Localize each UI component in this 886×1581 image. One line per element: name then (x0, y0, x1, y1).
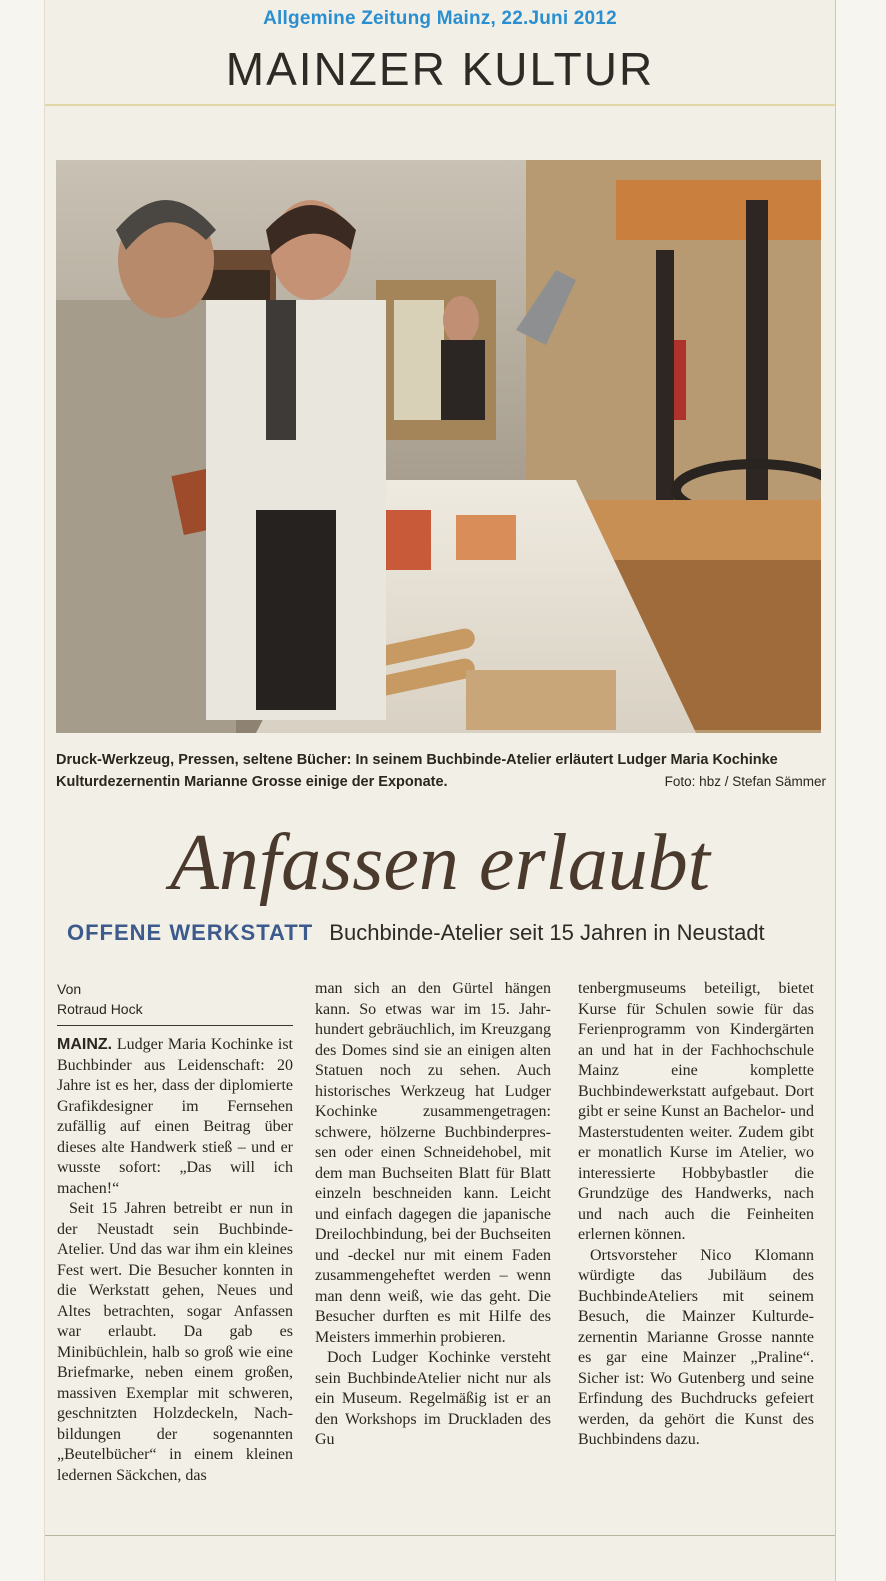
newspaper-clipping (44, 0, 836, 1581)
article-column-3 (578, 979, 814, 1451)
paragraph: Ortsvorsteher Nico Klomann würdigte das Jubiläum des BuchbindeAteliers mit seinem Besuch, die Mainzer Kulturdezernentin Marianne Grosse nannte es gar eine Mainzer „Praline“. Sicher ist: Wo Gutenberg und seine Erfindung des Buchdrucks gefeiert werden, da gehört die Kunst des Buchbindens dazu. (578, 1246, 814, 1448)
byline-von: Von (57, 981, 82, 997)
article-column-1 (57, 979, 293, 1486)
paragraph: Seit 15 Jahren betreibt er nun in der Neustadt sein Buchbinde-Atelier. Und das war ihm ein kleines Fest wert. Die Besucher konnten in die Werkstatt gehen, Neues und Altes betrachten, sogar Anfassen war erlaubt. Da gab es Minibüchlein, halb so groß wie eine Briefmarke, neben einem großen, massiven Exemplar mit schweren, geschnitzten Holzdeckeln, Nachbildungen der sogenannten „Beutelbücher“ in einem kleinen ledernen Säckchen, das (57, 1200, 293, 1484)
column-text: Ludger Maria Kochinke ist Buchbinder aus Leidenschaft: 20 Jahre ist es her, dass der diplomierte Grafikdesigner im Fernsehen zufällig auf einen Beitrag über dieses alte Handwerk stieß – und er wusste sofort: „Das will ich machen!“ (57, 1036, 293, 1197)
byline-author: Rotraud Hock (57, 1001, 143, 1017)
section-title: MAINZER KULTUR (225, 43, 655, 95)
article-photo (56, 160, 821, 733)
photo-caption (56, 749, 826, 793)
source-line: Allgemine Zeitung Mainz, 22.Juni 2012 (263, 8, 617, 29)
bottom-divider (45, 1535, 835, 1536)
caption-text: Druck-Werkzeug, Pressen, seltene Bücher: In seinem Buchbinde-Atelier erläutert Ludger Maria Kochinke Kulturdezernentin Marianne Grosse einige der Exponate. (56, 752, 778, 790)
byline (57, 979, 293, 1026)
photo-credit: Foto: hbz / Stefan Sämmer (664, 774, 826, 789)
paragraph: tenbergmuseums beteiligt, bietet Kurse für Schulen sowie für das Ferienprogramm von Kindergärten an und hat in der Fachhochschule Mainz eine komplette Buchbindewerkstatt aufgebaut. Dort gibt er seine Kunst an Bachelor- und Masterstudenten weiter. Zudem gibt er monatlich Kurse im Atelier, wo interessierte Hobbybastler die Grundzüge des Handwerks, nach und nach auch die Feinheiten erlernen können. (578, 980, 814, 1243)
kicker: OFFENE WERKSTATT (67, 920, 314, 945)
workshop-photo-illustration (56, 160, 821, 733)
article-column-2 (315, 979, 551, 1451)
dateline: MAINZ. (57, 1036, 113, 1053)
headline: Anfassen erlaubt (170, 819, 710, 907)
subheadline-row (67, 918, 837, 948)
paragraph (57, 1035, 293, 1199)
paragraph: Doch Ludger Kochinke versteht sein BuchbindeAtelier nicht nur als ein Museum. Regelmäßig ist er an den Workshops im Druckladen des Gu (315, 1349, 551, 1448)
header-divider (45, 104, 835, 106)
subheadline: Buchbinde-Atelier seit 15 Jahren in Neustadt (329, 920, 765, 945)
paragraph: man sich an den Gürtel hängen kann. So etwas war im 15. Jahrhundert gebräuchlich, im Kreuzgang des Domes sind sie an einigen alten Statuen noch zu sehen. Auch historisches Werkzeug hat Ludger Kochinke zusammengetragen: schwere, hölzerne Buchbinderpressen oder einen Schneidehobel, mit dem man Buchseiten Blatt für Blatt einzeln beschneiden kann. Leicht und einfach dagegen die japanische Dreilochbindung, bei der Buchseiten und -deckel nur mit einem Faden zusammengeheftet werden – wenn man denn weiß, wie das geht. Die Besucher durften es mit Hilfe des Meisters immerhin probieren. (315, 980, 551, 1346)
